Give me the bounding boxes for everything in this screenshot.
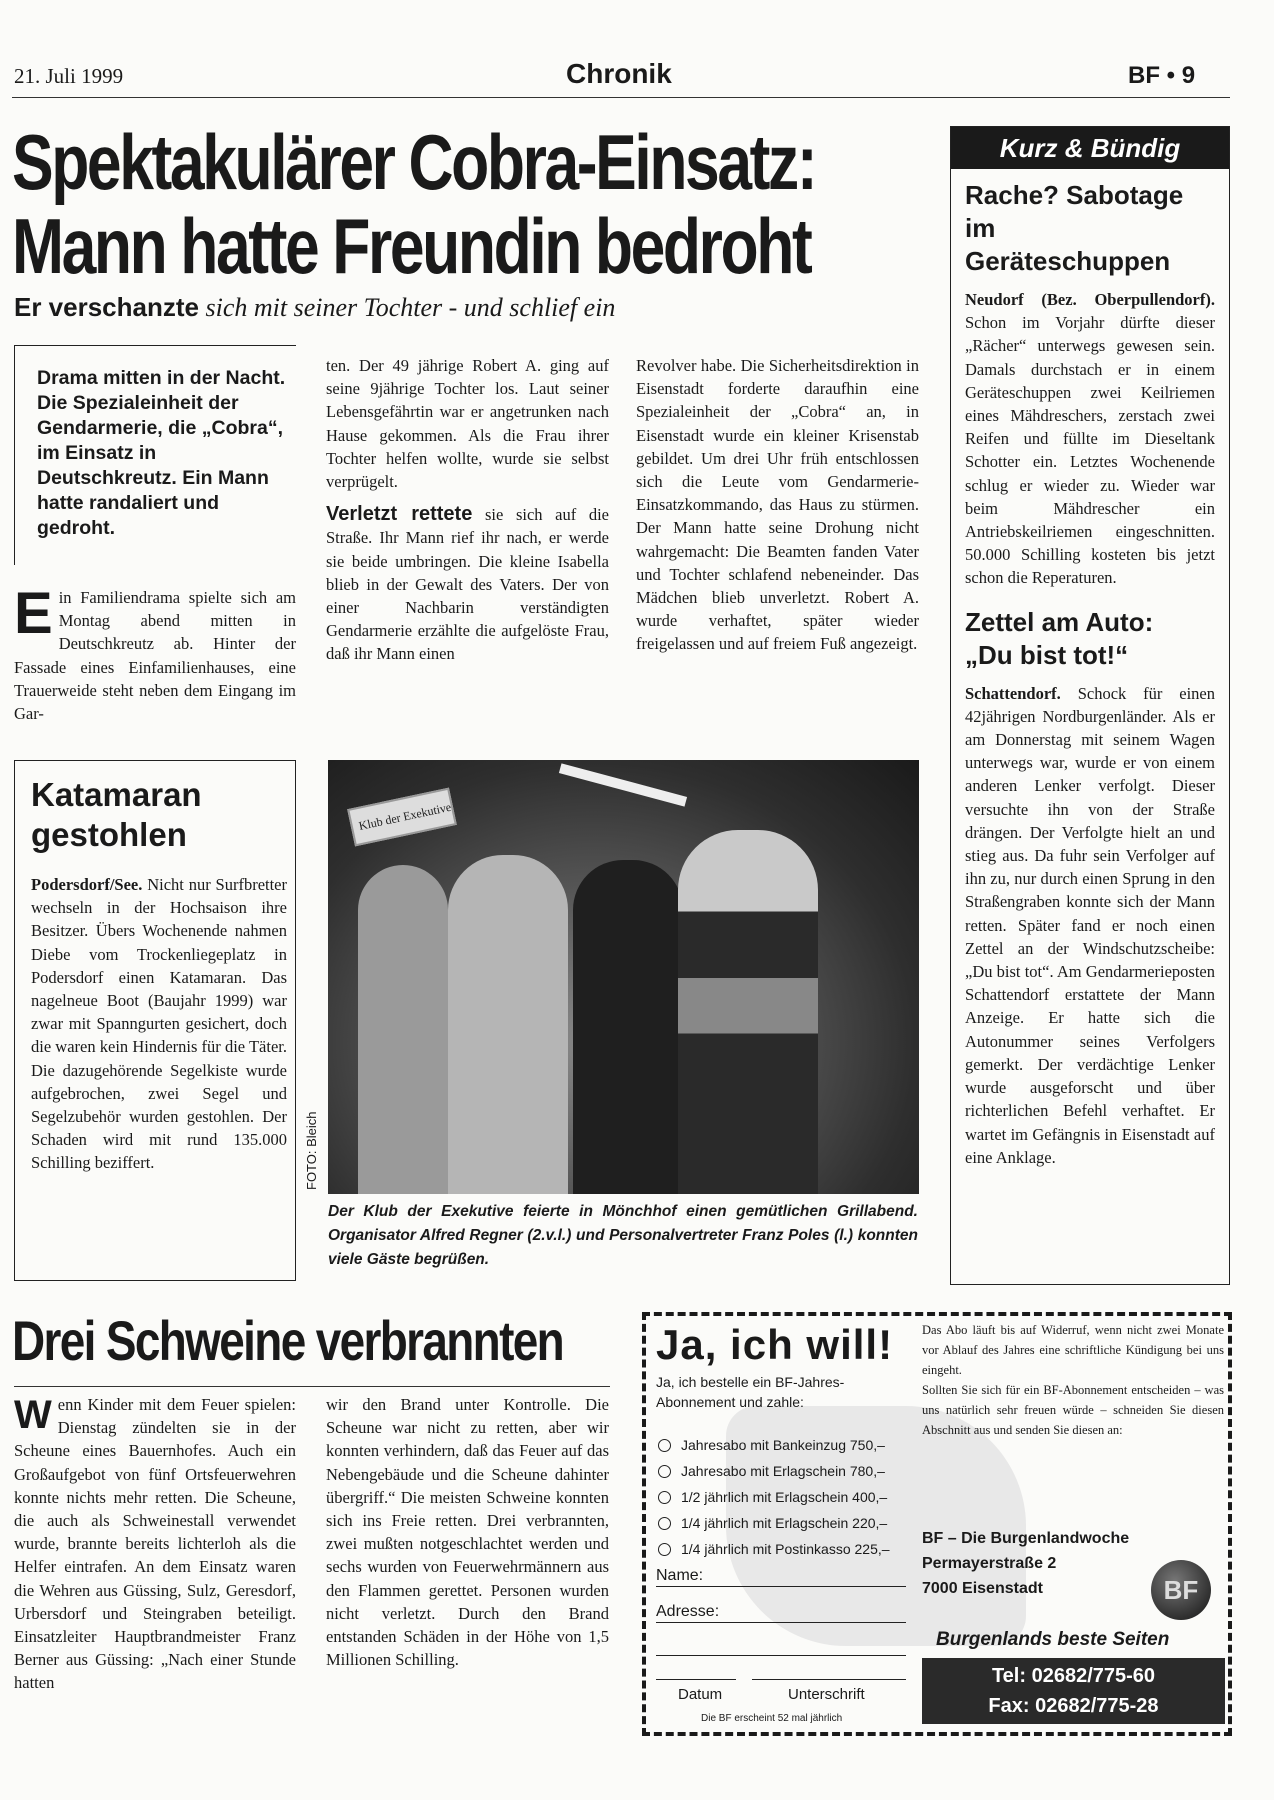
radio-icon[interactable] xyxy=(658,1543,671,1556)
subheadline-bold: Er verschanzte xyxy=(14,292,199,322)
issue-date: 21. Juli 1999 xyxy=(14,64,124,88)
article-col-1 xyxy=(14,581,296,725)
sidebar-label: Kurz & Bündig xyxy=(951,127,1229,169)
photo-lamp xyxy=(559,763,687,806)
coupon-intro: Ja, ich bestelle ein BF-Jahres-Abonnement und zahle: xyxy=(656,1374,845,1410)
address-field-2[interactable] xyxy=(656,1642,906,1656)
katamaran-text: Nicht nur Surfbretter wechseln in der Hochsaison ihre Besitzer. Übers Wochenende nahmen Diebe vom Trockenliegeplatz in Podersdorf einen Katamaran. Das nagelneue Boot (Baujahr 1999) war zwar mit Spanngurten gesichert, doch die waren kein Hindernis für die Täter. Die dazugehörende Segelkiste wurde aufgebrochen, zwei Segel und Segelzubehör wurden gestohlen. Der Schaden wird mit rund 135.000 Schilling beziffert. xyxy=(31,875,288,1173)
sidebar-story-1-title: Rache? Sabotage im Geräteschuppen xyxy=(965,180,1184,276)
subscription-coupon xyxy=(642,1312,1232,1736)
fire-text: enn Kinder mit dem Feuer spielen: Dienstag zündelten sie in der Scheune eines Bauernhofes. Auch ein Großaufgebot von fünf Ortsfeuerwehren konnte nichts mehr retten. Die Scheune, die auch als Schweinestall verwendet wurde, brannte bereits lichterloh als die Helfer eintrafen. An dem Einsatz waren die Wehren aus Güssing, Sulz, Geresdorf, Urbersdorf und Steingraben beteiligt. Einsatzleiter Hauptbrandmeister Franz Berner aus Güssing: „Nach einer Stunde hatten xyxy=(14,1395,296,1693)
section-title: Chronik xyxy=(566,58,672,89)
option-label: 1/4 jährlich mit Erlagschein 220,– xyxy=(681,1515,888,1531)
name-field[interactable] xyxy=(656,1566,906,1587)
lead-text: Drama mitten in der Nacht. Die Spezialeinheit der Gendarmerie, die „Cobra“, im Einsatz in Deutschkreutz. Ein Mann hatte randaliert und gedroht. xyxy=(37,367,286,539)
article-text: ten. Der 49 jährige Robert A. ging auf seine 9jährige Tochter los. Laut seiner Lebensgefährtin war er angetrunken nach Hause gekommen. Als die Frau ihrer Tochter helfen wollte, wurde sie selbst verprügelt. xyxy=(326,356,609,492)
photo-caption: Der Klub der Exekutive feierte in Mönchhof einen gemütlichen Grillabend. Organisator Alfred Regner (2.v.l.) und Personalvertreter Franz Poles (l.) konnten viele Gäste begrüßen. xyxy=(328,1203,918,1268)
fax: Fax: 02682/775-28 xyxy=(988,1695,1159,1717)
fire-col-1 xyxy=(14,1393,296,1695)
sidebar-story-2-text: Schock für einen 42jährigen Nordburgenländer. Als er am Donnerstag mit seinem Wagen unterwegs war, wurde er von einem anderen Lenker verfolgt. Dieser versuchte ihn von der Straße drängen. Der Verfolgte hielt an und stieg aus. Da fuhr sein Verfolger auf ihn zu, nur durch einen Sprung in den Straßengraben konnte sich der Mann retten. Später fand er noch einen Zettel an der Windschutzscheibe: „Du bist tot“. Am Gendarmerieposten Schattendorf erstattete der Mann Anzeige. Er hatte sich die Autonummer seines Verfolgers gemerkt. Der verdächtige Lenker wurde ausgeforscht und über richterlichen Befehl verhaftet. Er wartet im Gefängnis in Eisenstadt auf eine Anklage. xyxy=(965,683,1216,1167)
article-text: sie sich auf die Straße. Ihr Mann rief ihr nach, er werde sie beide umbringen. Die kleine Isabella blieb in der Gewalt des Vaters. Der von einer Nachbarin verständigten Gendarmerie erzählte die aufgelöste Frau, daß ihr Mann einen xyxy=(326,505,610,664)
person xyxy=(448,855,568,1194)
photo-sign: Klub der Exekutive xyxy=(347,788,457,847)
address-line: BF – Die Burgenlandwoche xyxy=(922,1530,1130,1547)
terms-1: Das Abo läuft bis auf Widerruf, wenn nicht zwei Monate vor Ablauf des Jahres eine schriftliche Kündigung bei uns eingeht. xyxy=(922,1323,1224,1377)
date-label: Datum xyxy=(678,1686,723,1703)
drop-cap: W xyxy=(14,1393,52,1437)
fire-text: wir den Brand unter Kontrolle. Die Scheune war nicht zu retten, aber wir konnten verhindern, daß das Feuer auf das Nebengebäude und die Scheune dahinter übergriff.“ Die meisten Schweine konnten sich ins Freie retten. Drei verbrannten, zwei mußten notgeschlachtet werden und sechs wurden von Feuerwehrmännern aus den Flammen gerettet. Personen wurden nicht verletzt. Durch den Brand entstanden Schäden in der Höhe von 1,5 Millionen Schilling. xyxy=(326,1395,609,1670)
address-field[interactable] xyxy=(656,1602,906,1623)
kurz-buendig-sidebar xyxy=(950,126,1230,1285)
sidebar-story-2-title: Zettel am Auto: „Du bist tot!“ xyxy=(965,606,1154,670)
date-field[interactable] xyxy=(656,1670,736,1680)
article-col-2 xyxy=(326,354,609,666)
address-label: Adresse: xyxy=(656,1603,720,1620)
option-label: 1/4 jährlich mit Postinkasso 225,– xyxy=(681,1541,890,1557)
katamaran-title: Katamaran gestohlen xyxy=(31,776,202,853)
radio-icon[interactable] xyxy=(658,1439,671,1452)
paragraph-lead: Verletzt rettete xyxy=(326,503,473,526)
slogan: Burgenlands beste Seiten xyxy=(936,1629,1170,1650)
subheadline xyxy=(14,292,615,323)
address-line: 7000 Eisenstadt xyxy=(922,1580,1043,1597)
photo-credit: FOTO: Bleich xyxy=(304,1111,319,1190)
signature-field[interactable] xyxy=(752,1670,906,1680)
sidebar-story-1-place: Neudorf (Bez. Oberpullendorf). xyxy=(965,290,1215,309)
option-label: Jahresabo mit Bankeinzug 750,– xyxy=(681,1437,885,1453)
drop-cap: E xyxy=(14,581,53,646)
article-text: Revolver habe. Die Sicherheitsdirektion in Eisenstadt forderte daraufhin eine Spezialeinheit der „Cobra“ an, in Eisenstadt wurde ein kleiner Krisenstab gebildet. Um drei Uhr früh entschlossen sich die Leute vom Gendarmerie-Einsatzkommando, das Haus zu stürmen. Der Mann hatte seine Drohung nicht wahrgemacht: Die Beamten fanden Vater und Tochter schlafend nebeneinder. Das Mädchen blieb unverletzt. Robert A. wurde verhaftet, später wieder freigelassen und auf freiem Fuß angezeigt. xyxy=(636,356,919,654)
bf-logo: BF xyxy=(1151,1560,1211,1620)
fire-col-2 xyxy=(326,1393,609,1671)
option-label: Jahresabo mit Erlagschein 780,– xyxy=(681,1463,885,1479)
headline xyxy=(12,120,912,288)
sidebar-story-2-place: Schattendorf. xyxy=(965,683,1061,703)
radio-icon[interactable] xyxy=(658,1465,671,1478)
subheadline-italic: sich mit seiner Tochter - und schlief ein xyxy=(205,293,616,322)
sidebar-story-1-text: Schon im Vorjahr dürfte dieser „Rächer“ unterwegs gewesen sein. Damals durchstach er in einem Geräteschuppen zwei Keilriemen eines Mähdreschers, zerstach zwei Reifen und füllte im Dieseltank Schotter ein. Letztes Wochenende schlug er wieder zu. Wieder war beim Mähdrescher ein Antriebskeilriemen eingeschnitten. 50.000 Schilling kosteten bis jetzt schon die Reperaturen. xyxy=(965,313,1215,588)
signature-label: Unterschrift xyxy=(788,1686,865,1703)
katamaran-place: Podersdorf/See. xyxy=(31,875,143,894)
option-1[interactable] xyxy=(654,1432,916,1458)
headline-line-1: Spektakulärer Cobra-Einsatz: xyxy=(12,118,816,206)
headline-line-2: Mann hatte Freundin bedroht xyxy=(12,202,811,290)
option-5[interactable] xyxy=(654,1536,916,1562)
option-4[interactable] xyxy=(654,1510,916,1536)
person xyxy=(573,860,683,1194)
lead-box xyxy=(14,345,296,565)
coupon-title: Ja, ich will! xyxy=(656,1321,894,1368)
fire-headline: Drei Schweine verbrannten xyxy=(12,1309,564,1372)
terms-2: Sollten Sie sich für ein BF-Abonnement entscheiden – was uns natürlich sehr freuen würde – schneiden Sie diesen Abschnitt aus und senden Sie diesen an: xyxy=(922,1383,1224,1437)
radio-icon[interactable] xyxy=(658,1491,671,1504)
person xyxy=(678,830,818,1194)
option-2[interactable] xyxy=(654,1458,916,1484)
fire-rule xyxy=(14,1386,610,1387)
radio-icon[interactable] xyxy=(658,1517,671,1530)
address-line: Permayerstraße 2 xyxy=(922,1555,1057,1572)
contact-box xyxy=(922,1658,1225,1724)
person xyxy=(358,865,448,1194)
event-photo xyxy=(328,760,919,1194)
katamaran-box xyxy=(14,760,296,1281)
article-col-3 xyxy=(636,354,919,656)
frequency-note: Die BF erscheint 52 mal jährlich xyxy=(701,1713,843,1724)
article-text: in Familiendrama spielte sich am Montag abend mitten in Deutschkreutz ab. Hinter der Fassade eines Einfamilienhauses, eine Trauerweide steht neben dem Eingang im Gar- xyxy=(14,588,296,724)
option-label: 1/2 jährlich mit Erlagschein 400,– xyxy=(681,1489,888,1505)
page-number: BF • 9 xyxy=(1128,62,1196,89)
telephone: Tel: 02682/775-60 xyxy=(991,1665,1156,1687)
header-rule xyxy=(12,97,1230,98)
name-label: Name: xyxy=(656,1567,704,1584)
option-3[interactable] xyxy=(654,1484,916,1510)
